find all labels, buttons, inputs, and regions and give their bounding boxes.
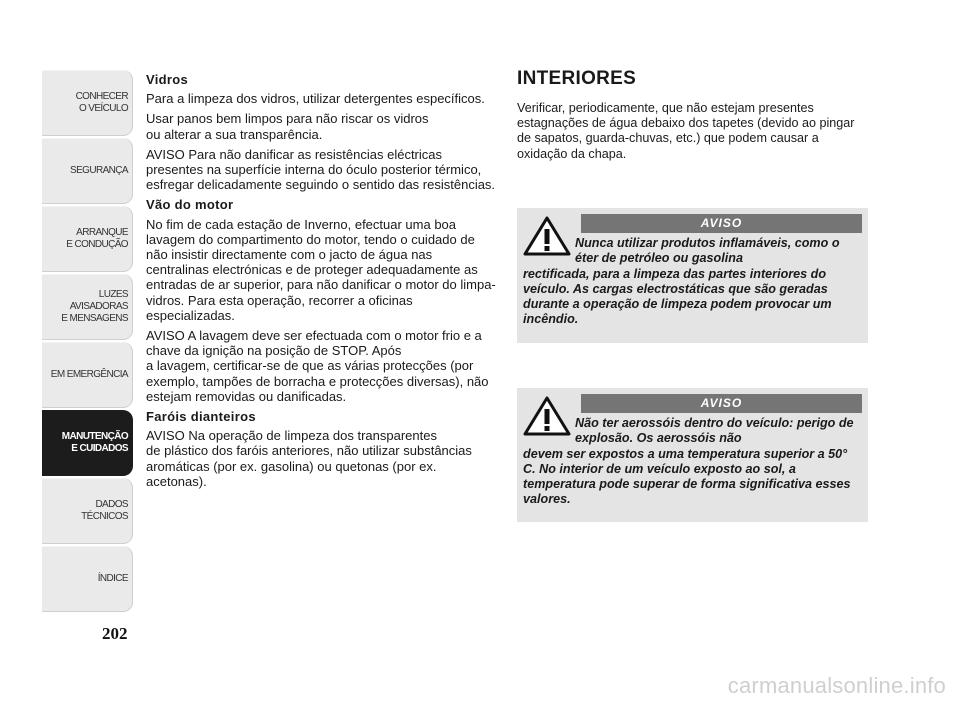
tab-conhecer-o-veiculo[interactable]: CONHECER O VEÍCULO bbox=[42, 70, 133, 136]
warning-label: AVISO bbox=[581, 214, 862, 233]
warning-text bbox=[523, 236, 862, 328]
vidros-p2-line1: Usar panos bem limpos para não riscar os vidros bbox=[146, 111, 429, 127]
farois-p1-line1: AVISO Na operação de limpeza dos transparentes bbox=[146, 428, 437, 444]
farois-paragraph-1 bbox=[146, 428, 496, 489]
vidros-paragraph-3: AVISO Para não danificar as resistências eléctricas presentes na superfície interna do óculo posterior térmico, esfregar delicadamente seguindo o sentido das resistências. bbox=[146, 146, 496, 193]
vidros-paragraph-1: Para a limpeza dos vidros, utilizar detergentes específicos. bbox=[146, 91, 485, 107]
warning-box-1 bbox=[517, 208, 868, 343]
warning-text-rest: rectificada, para a limpeza das partes interiores do veículo. As cargas electrostáticas que são geradas durante a operação de limpeza podem provocar um incêndio. bbox=[523, 266, 832, 327]
vidros-p2-line2: ou alterar a sua transparência. bbox=[146, 126, 323, 142]
left-column bbox=[146, 72, 496, 494]
farois-p1-line2: de plástico dos faróis anteriores, não utilizar substâncias aromáticas (por ex. gasolina) ou quetonas (por ex. acetonas). bbox=[146, 443, 472, 489]
tab-indice[interactable]: ÍNDICE bbox=[42, 546, 133, 612]
tab-arranque-e-conducao[interactable]: ARRANQUE E CONDUÇÃO bbox=[42, 206, 133, 272]
interiores-intro: Verificar, periodicamente, que não estejam presentes estagnações de água debaixo dos tapetes (devido ao pingar de sapatos, guarda-chuvas, etc.) que podem causar a oxidação da chapa. bbox=[517, 101, 855, 161]
farois-heading: Faróis dianteiros bbox=[146, 409, 256, 425]
motor-paragraph-2 bbox=[146, 328, 496, 404]
watermark-text: carmanualsonline.info bbox=[727, 673, 946, 698]
tab-dados-tecnicos[interactable]: DADOS TÉCNICOS bbox=[42, 478, 133, 544]
tab-luzes-avisadoras[interactable]: LUZES AVISADORAS E MENSAGENS bbox=[42, 274, 133, 340]
warning-text bbox=[523, 416, 862, 508]
motor-paragraph-1: No fim de cada estação de Inverno, efectuar uma boa lavagem do compartimento do motor, tendo o cuidado de não insistir directamente com o jacto de água nas centralinas electrónicas e de proteger adequadamente as entradas de ar superior, para não danificar o motor do limpa-vidros. Para esta operação, recorrer a oficinas especializadas. bbox=[146, 216, 496, 323]
warning-text-rest: devem ser expostos a uma temperatura superior a 50° C. No interior de um veículo exposto ao sol, a temperatura pode superar de forma significativa esses valores. bbox=[523, 446, 851, 507]
motor-p2-line1: AVISO A lavagem deve ser efectuada com o motor frio e a chave da ignição na posição de STOP. Após bbox=[146, 328, 482, 359]
tab-em-emergencia[interactable]: EM EMERGÊNCIA bbox=[42, 342, 133, 408]
motor-p2-line2: a lavagem, certificar-se de que as várias protecções (por exemplo, tampões de borracha e protecções diversas), não estejam removidas ou danificadas. bbox=[146, 358, 489, 404]
page-number: 202 bbox=[102, 624, 128, 643]
warning-box-2 bbox=[517, 388, 868, 522]
tab-manutencao-e-cuidados[interactable]: MANUTENÇÃO E CUIDADOS bbox=[42, 410, 133, 476]
warning-text-first: Nunca utilizar produtos inflamáveis, como o éter de petróleo ou gasolina bbox=[575, 236, 840, 266]
warning-triangle-icon bbox=[523, 396, 571, 436]
section-title-interiores: INTERIORES bbox=[517, 68, 637, 89]
right-column bbox=[517, 68, 867, 162]
motor-heading: Vão do motor bbox=[146, 197, 234, 213]
vidros-heading: Vidros bbox=[146, 72, 189, 87]
vidros-paragraph-2 bbox=[146, 111, 496, 141]
warning-triangle-icon bbox=[523, 216, 571, 256]
warning-text-first: Não ter aerossóis dentro do veículo: perigo de explosão. Os aerossóis não bbox=[575, 416, 854, 446]
tab-seguranca[interactable]: SEGURANÇA bbox=[42, 138, 133, 204]
warning-label: AVISO bbox=[581, 394, 862, 413]
